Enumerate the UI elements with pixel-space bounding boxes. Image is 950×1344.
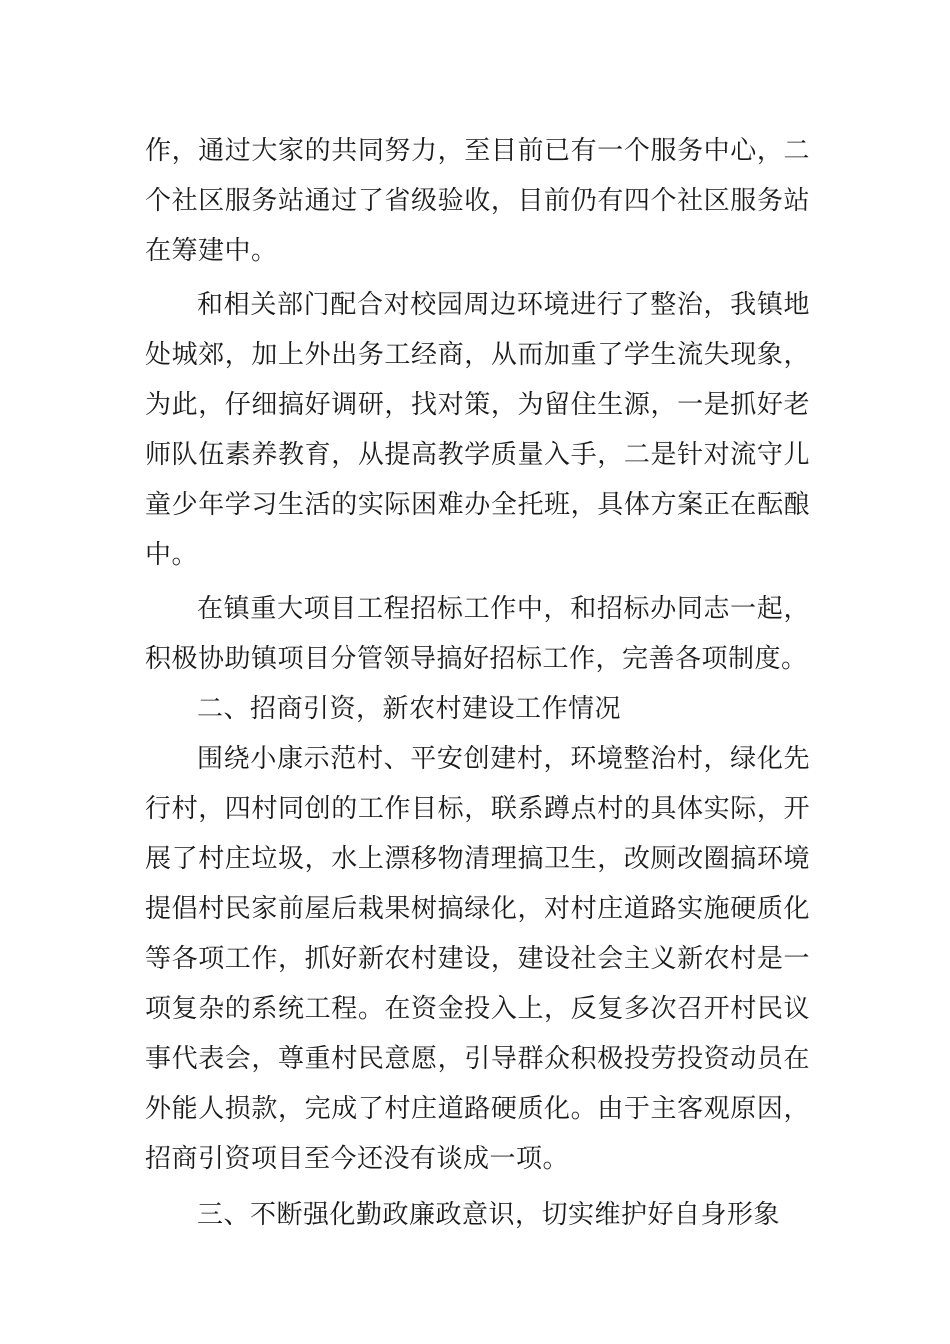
paragraph-new-countryside: 围绕小康示范村、平安创建村，环境整治村，绿化先行村，四村同创的工作目标，联系蹲点村的具体实际，开展了村庄垃圾，水上漂移物清理搞卫生，改厕改圈搞环境提倡村民家前屋后栽果树搞绿化，对村庄道路实施硬质化等各项工作，抓好新农村建设，建设社会主义新农村是一项复杂的系统工程。在资金投入上，反复多次召开村民议事代表会，尊重村民意愿，引导群众积极投劳投资动员在外能人损款，完成了村庄道路硬质化。由于主客观原因，招商引资项目至今还没有谈成一项。 — [145, 744, 810, 1174]
document-body — [145, 126, 810, 1240]
paragraph-continuation: 作，通过大家的共同努力，至目前已有一个服务中心，二个社区服务站通过了省级验收，目前仍有四个社区服务站在筹建中。 — [145, 136, 810, 266]
paragraph-campus-environment: 和相关部门配合对校园周边环境进行了整治，我镇地处城郊，加上外出务工经商，从而加重了学生流失现象，为此，仔细搞好调研，找对策，为留住生源，一是抓好老师队伍素养教育，从提高教学质量入手，二是针对流守儿童少年学习生活的实际困难办全托班，具体方案正在酝酿中。 — [145, 290, 810, 570]
section-heading-investment: 二、招商引资，新农村建设工作情况 — [197, 694, 622, 724]
section-heading-integrity: 三、不断强化勤政廉政意识，切实维护好自身形象 — [197, 1200, 781, 1230]
paragraph-bidding-work: 在镇重大项目工程招标工作中，和招标办同志一起，积极协助镇项目分管领导搞好招标工作，完善各项制度。 — [145, 594, 810, 674]
